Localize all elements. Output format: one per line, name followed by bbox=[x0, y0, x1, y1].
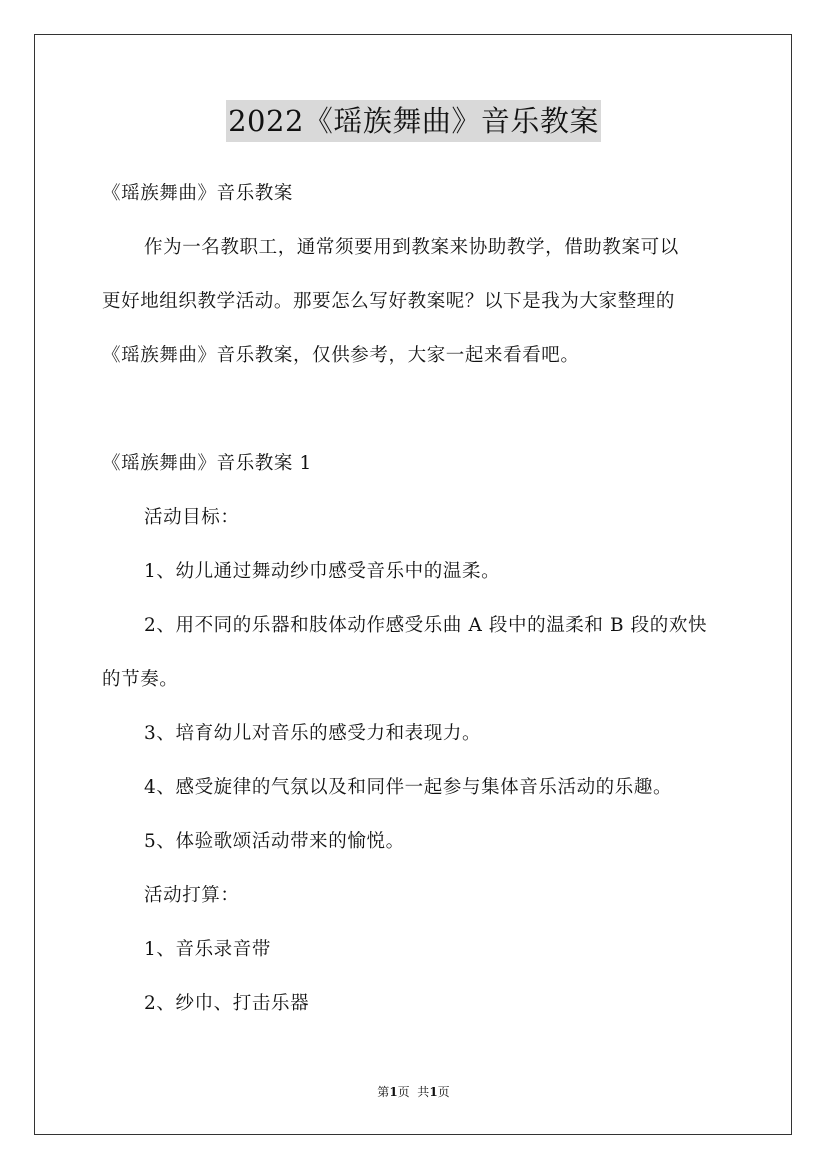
footer-prefix: 第 bbox=[377, 1085, 390, 1099]
page-footer bbox=[0, 1084, 827, 1100]
goal-item-4: 4、感受旋律的气氛以及和同伴一起参与集体音乐活动的乐趣。 bbox=[144, 777, 673, 798]
section-heading: 《瑶族舞曲》音乐教案 1 bbox=[102, 453, 312, 474]
intro-line-1: 作为一名教职工，通常须要用到教案来协助教学，借助教案可以 bbox=[144, 237, 679, 258]
goal-item-1: 1、幼儿通过舞动纱巾感受音乐中的温柔。 bbox=[144, 561, 501, 582]
footer-mid: 页 共 bbox=[397, 1085, 430, 1099]
goals-heading: 活动目标： bbox=[144, 507, 240, 528]
prep-item-2: 2、纱巾、打击乐器 bbox=[144, 993, 310, 1014]
goal-item-2-line-2: 的节奏。 bbox=[102, 669, 179, 690]
prep-item-1: 1、音乐录音带 bbox=[144, 939, 271, 960]
goal-item-5: 5、体验歌颂活动带来的愉悦。 bbox=[144, 831, 405, 852]
goal-item-2-line-1: 2、用不同的乐器和肢体动作感受乐曲 A 段中的温柔和 B 段的欢快 bbox=[144, 615, 708, 636]
document-subtitle: 《瑶族舞曲》音乐教案 bbox=[102, 183, 294, 204]
title-container bbox=[0, 100, 827, 142]
footer-current-page: 1 bbox=[389, 1085, 398, 1099]
intro-line-2: 更好地组织教学活动。那要怎么写好教案呢？以下是我为大家整理的 bbox=[102, 291, 676, 312]
goal-item-3: 3、培育幼儿对音乐的感受力和表现力。 bbox=[144, 723, 482, 744]
document-title: 2022《瑶族舞曲》音乐教案 bbox=[226, 100, 601, 142]
footer-suffix: 页 bbox=[437, 1085, 450, 1099]
footer-total-pages: 1 bbox=[429, 1085, 438, 1099]
intro-line-3: 《瑶族舞曲》音乐教案，仅供参考，大家一起来看看吧。 bbox=[102, 345, 580, 366]
prep-heading: 活动打算： bbox=[144, 885, 240, 906]
